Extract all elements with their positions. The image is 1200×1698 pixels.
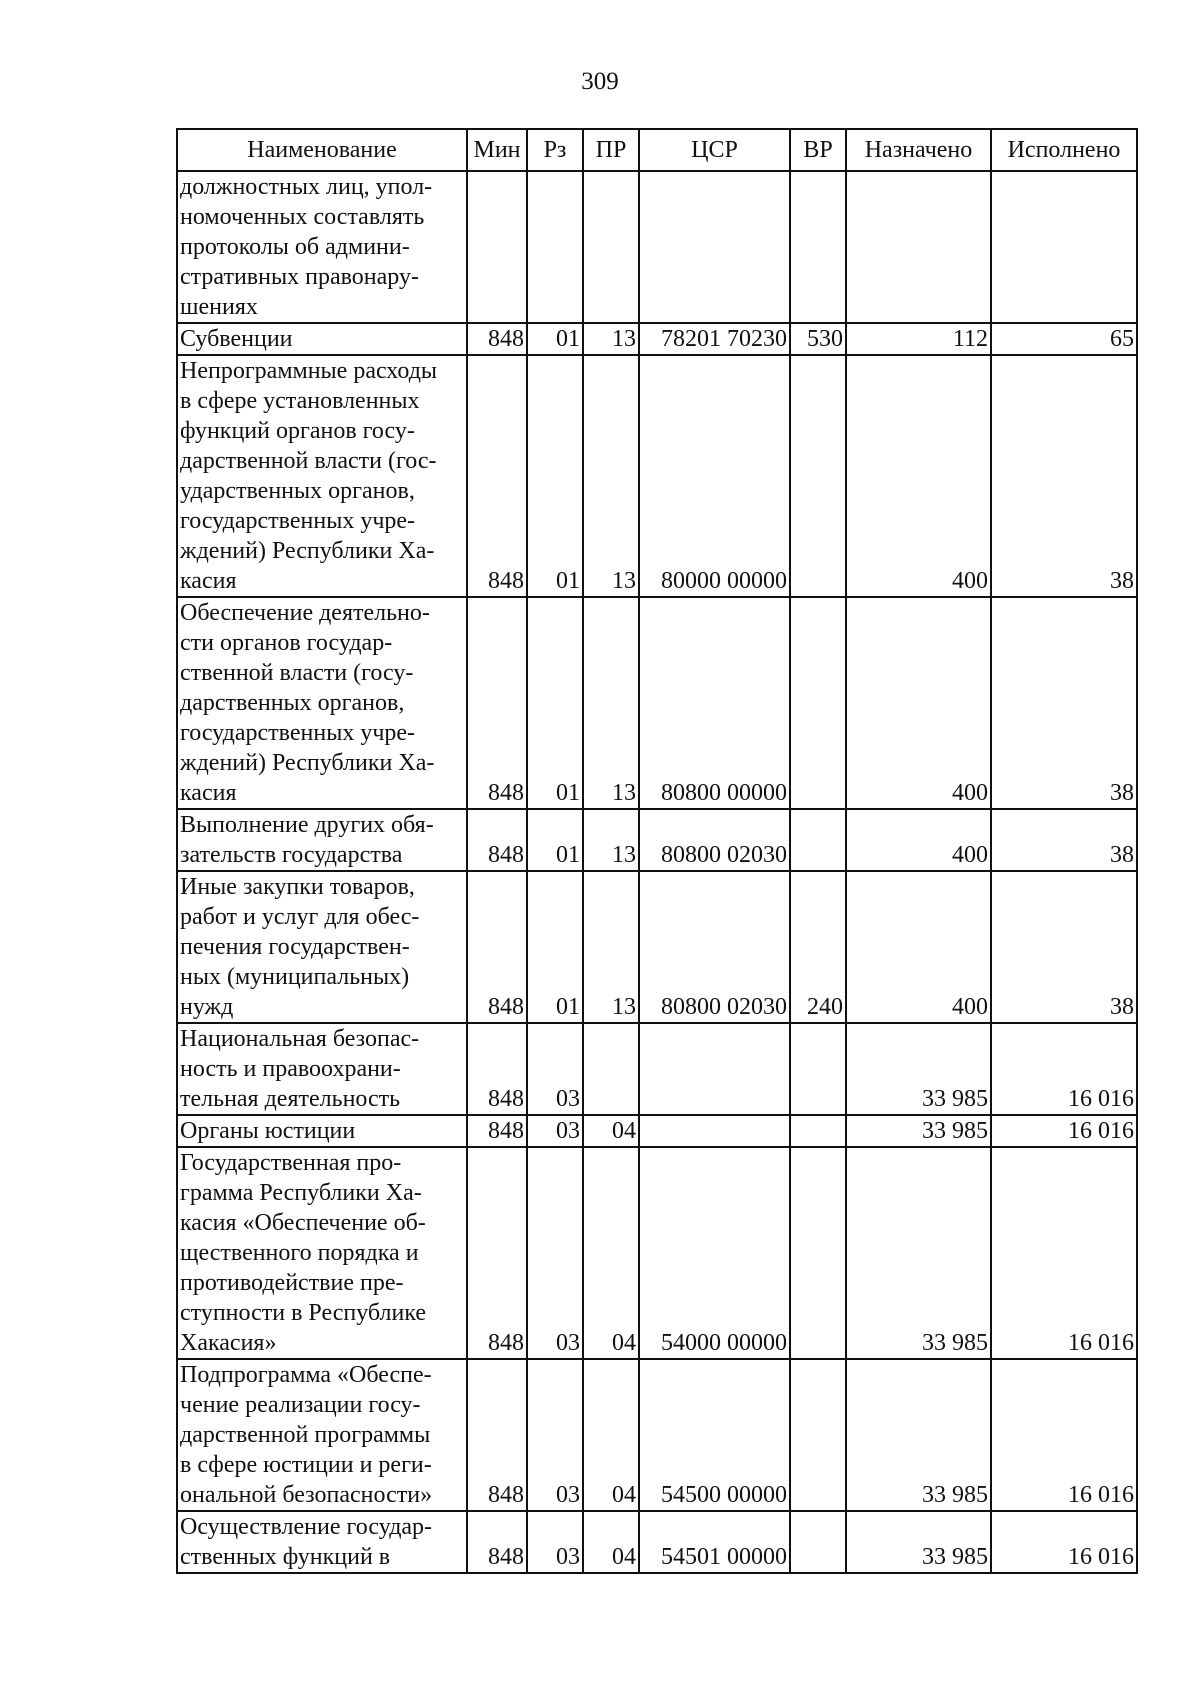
cell-name: [177, 1511, 467, 1573]
cell-rz: 01: [527, 871, 583, 1023]
name-line: Осуществление государ-: [180, 1514, 433, 1540]
cell-csr: 54000 00000: [639, 1147, 790, 1359]
name-line: номоченных составлять: [180, 204, 425, 230]
table-body: [177, 171, 1137, 1573]
name-line: протоколы об админи-: [180, 234, 410, 260]
cell-pr: 13: [583, 871, 639, 1023]
name-line: печения государствен-: [180, 934, 410, 960]
cell-assigned: 33 985: [846, 1115, 991, 1147]
header-vr: ВР: [790, 129, 846, 171]
name-line: грамма Республики Ха-: [180, 1180, 422, 1206]
cell-assigned: 400: [846, 809, 991, 871]
cell-min: 848: [467, 355, 527, 597]
cell-executed: 65: [991, 323, 1137, 355]
cell-name: [177, 1023, 467, 1115]
table-row: [177, 597, 1137, 809]
name-line: Субвенции: [180, 326, 293, 352]
name-line: ственной власти (госу-: [180, 660, 414, 686]
cell-csr: [639, 1023, 790, 1115]
cell-pr: [583, 1023, 639, 1115]
cell-pr: 04: [583, 1147, 639, 1359]
cell-executed: 16 016: [991, 1115, 1137, 1147]
cell-executed: 16 016: [991, 1147, 1137, 1359]
cell-min: 848: [467, 1115, 527, 1147]
cell-vr: [790, 171, 846, 323]
header-row: [177, 129, 1137, 171]
table-row: [177, 1147, 1137, 1359]
header-csr: ЦСР: [639, 129, 790, 171]
header-name: Наименование: [177, 129, 467, 171]
table-row: [177, 809, 1137, 871]
cell-name: [177, 323, 467, 355]
cell-name: [177, 871, 467, 1023]
name-line: касия «Обеспечение об-: [180, 1210, 426, 1236]
cell-min: 848: [467, 323, 527, 355]
cell-name: [177, 171, 467, 323]
cell-assigned: 400: [846, 871, 991, 1023]
name-line: в сфере установленных: [180, 388, 420, 414]
cell-assigned: 33 985: [846, 1511, 991, 1573]
name-line: Иные закупки товаров,: [180, 874, 415, 900]
name-line: чение реализации госу-: [180, 1392, 421, 1418]
name-line: шениях: [180, 294, 258, 320]
name-line: ность и правоохрани-: [180, 1056, 401, 1082]
cell-rz: 03: [527, 1147, 583, 1359]
cell-min: 848: [467, 1023, 527, 1115]
name-line: Обеспечение деятельно-: [180, 600, 430, 626]
header-rz: Рз: [527, 129, 583, 171]
cell-pr: 13: [583, 597, 639, 809]
table-row: [177, 1511, 1137, 1573]
name-line: работ и услуг для обес-: [180, 904, 420, 930]
cell-vr: [790, 355, 846, 597]
table-row: [177, 171, 1137, 323]
cell-name: [177, 809, 467, 871]
name-line: функций органов госу-: [180, 418, 415, 444]
cell-assigned: 400: [846, 597, 991, 809]
header-assigned: Назначено: [846, 129, 991, 171]
cell-csr: 54500 00000: [639, 1359, 790, 1511]
cell-executed: 38: [991, 809, 1137, 871]
name-line: зательств государства: [180, 842, 403, 868]
name-line: Подпрограмма «Обеспе-: [180, 1362, 432, 1388]
cell-csr: 80800 00000: [639, 597, 790, 809]
cell-vr: [790, 1359, 846, 1511]
cell-name: [177, 1359, 467, 1511]
cell-name: [177, 597, 467, 809]
name-line: нужд: [180, 994, 234, 1020]
name-line: ждений) Республики Ха-: [180, 538, 435, 564]
name-line: государственных учре-: [180, 720, 416, 746]
cell-vr: [790, 597, 846, 809]
header-executed: Исполнено: [991, 129, 1137, 171]
cell-executed: 38: [991, 355, 1137, 597]
cell-min: 848: [467, 597, 527, 809]
cell-assigned: 33 985: [846, 1023, 991, 1115]
cell-csr: [639, 1115, 790, 1147]
table-row: [177, 355, 1137, 597]
cell-min: [467, 171, 527, 323]
cell-assigned: [846, 171, 991, 323]
name-line: Непрограммные расходы: [180, 358, 438, 384]
name-line: ударственных органов,: [180, 478, 415, 504]
cell-min: 848: [467, 809, 527, 871]
cell-assigned: 112: [846, 323, 991, 355]
cell-rz: 03: [527, 1023, 583, 1115]
page-number: 309: [581, 68, 619, 95]
header-min: Мин: [467, 129, 527, 171]
name-line: должностных лиц, упол-: [180, 174, 433, 200]
cell-vr: [790, 1511, 846, 1573]
name-line: щественного порядка и: [180, 1240, 419, 1266]
name-line: дарственной власти (гос-: [180, 448, 437, 474]
cell-pr: 13: [583, 355, 639, 597]
cell-csr: [639, 171, 790, 323]
cell-pr: 13: [583, 809, 639, 871]
cell-rz: [527, 171, 583, 323]
cell-assigned: 400: [846, 355, 991, 597]
name-line: Органы юстиции: [180, 1118, 356, 1144]
name-line: тельная деятельность: [180, 1086, 401, 1112]
name-line: ных (муниципальных): [180, 964, 410, 990]
cell-min: 848: [467, 1359, 527, 1511]
cell-csr: 80800 02030: [639, 809, 790, 871]
table-row: [177, 1115, 1137, 1147]
name-line: ональной безопасности»: [180, 1482, 433, 1508]
name-line: ждений) Республики Ха-: [180, 750, 435, 776]
cell-csr: 80000 00000: [639, 355, 790, 597]
table-row: [177, 871, 1137, 1023]
cell-min: 848: [467, 1511, 527, 1573]
name-line: дарственных органов,: [180, 690, 405, 716]
name-line: противодействие пре-: [180, 1270, 404, 1296]
cell-pr: 04: [583, 1511, 639, 1573]
cell-executed: 16 016: [991, 1359, 1137, 1511]
cell-name: [177, 355, 467, 597]
name-line: ступности в Республике: [180, 1300, 427, 1326]
cell-executed: [991, 171, 1137, 323]
cell-rz: 01: [527, 323, 583, 355]
table-row: [177, 1023, 1137, 1115]
name-line: в сфере юстиции и реги-: [180, 1452, 432, 1478]
cell-name: [177, 1147, 467, 1359]
cell-min: 848: [467, 1147, 527, 1359]
cell-rz: 01: [527, 355, 583, 597]
cell-assigned: 33 985: [846, 1359, 991, 1511]
cell-executed: 16 016: [991, 1023, 1137, 1115]
budget-table: [176, 128, 1138, 1574]
name-line: дарственной программы: [180, 1422, 431, 1448]
cell-vr: [790, 809, 846, 871]
cell-vr: [790, 1115, 846, 1147]
cell-vr: [790, 1023, 846, 1115]
cell-rz: 03: [527, 1115, 583, 1147]
header-pr: ПР: [583, 129, 639, 171]
cell-rz: 01: [527, 597, 583, 809]
cell-name: [177, 1115, 467, 1147]
cell-pr: 04: [583, 1359, 639, 1511]
cell-pr: [583, 171, 639, 323]
cell-vr: 530: [790, 323, 846, 355]
name-line: ственных функций в: [180, 1544, 391, 1570]
cell-pr: 13: [583, 323, 639, 355]
cell-csr: 54501 00000: [639, 1511, 790, 1573]
cell-executed: 38: [991, 871, 1137, 1023]
cell-rz: 03: [527, 1359, 583, 1511]
name-line: Национальная безопас-: [180, 1026, 420, 1052]
cell-min: 848: [467, 871, 527, 1023]
name-line: стративных правонару-: [180, 264, 419, 290]
name-line: Выполнение других обя-: [180, 812, 434, 838]
name-line: Хакасия»: [180, 1330, 277, 1356]
cell-vr: 240: [790, 871, 846, 1023]
cell-executed: 16 016: [991, 1511, 1137, 1573]
cell-pr: 04: [583, 1115, 639, 1147]
cell-vr: [790, 1147, 846, 1359]
name-line: касия: [180, 780, 237, 806]
name-line: Государственная про-: [180, 1150, 402, 1176]
cell-rz: 01: [527, 809, 583, 871]
cell-assigned: 33 985: [846, 1147, 991, 1359]
name-line: государственных учре-: [180, 508, 416, 534]
name-line: сти органов государ-: [180, 630, 393, 656]
name-line: касия: [180, 568, 237, 594]
cell-csr: 80800 02030: [639, 871, 790, 1023]
table-row: [177, 323, 1137, 355]
cell-executed: 38: [991, 597, 1137, 809]
cell-csr: 78201 70230: [639, 323, 790, 355]
table-row: [177, 1359, 1137, 1511]
cell-rz: 03: [527, 1511, 583, 1573]
